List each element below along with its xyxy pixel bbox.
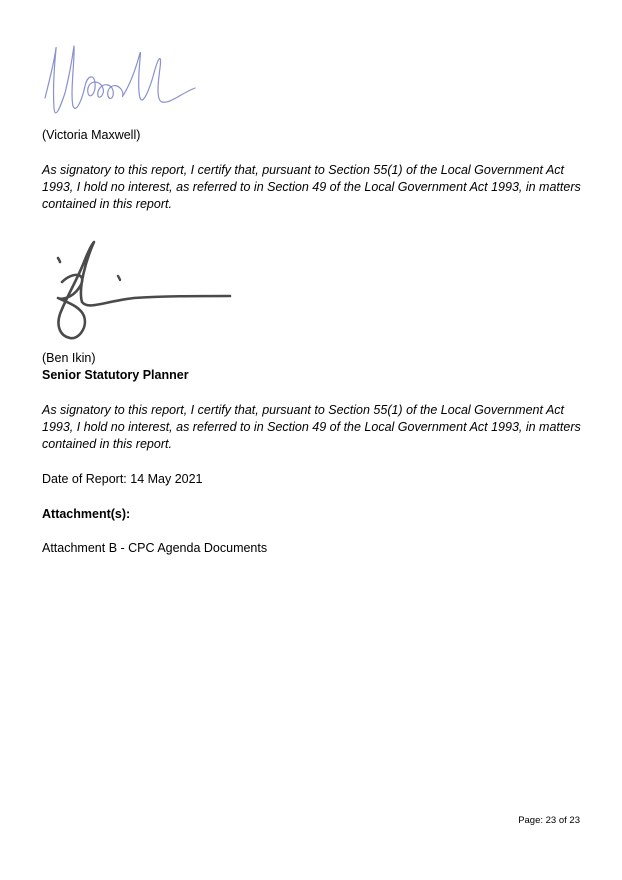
- signatory-1-name: (Victoria Maxwell): [42, 128, 141, 142]
- signature-victoria-maxwell: [40, 38, 205, 126]
- attachment-item: Attachment B - CPC Agenda Documents: [42, 541, 268, 555]
- attachments-heading: Attachment(s):: [42, 507, 131, 521]
- report-date: Date of Report: 14 May 2021: [42, 472, 203, 486]
- signature-ben-ikin: [44, 240, 234, 346]
- signatory-2-name: (Ben Ikin): [42, 351, 96, 365]
- signatory-2-title: Senior Statutory Planner: [42, 368, 189, 382]
- page-number: Page: 23 of 23: [518, 815, 580, 826]
- declaration-1: As signatory to this report, I certify that, pursuant to Section 55(1) of the Local Government Act 1993, I hold no interest, as referred to in Section 49 of the Local Government Act 1993, in matters contained in this report.: [42, 163, 581, 211]
- declaration-2: As signatory to this report, I certify that, pursuant to Section 55(1) of the Local Government Act 1993, I hold no interest, as referred to in Section 49 of the Local Government Act 1993, in matters contained in this report.: [42, 403, 581, 451]
